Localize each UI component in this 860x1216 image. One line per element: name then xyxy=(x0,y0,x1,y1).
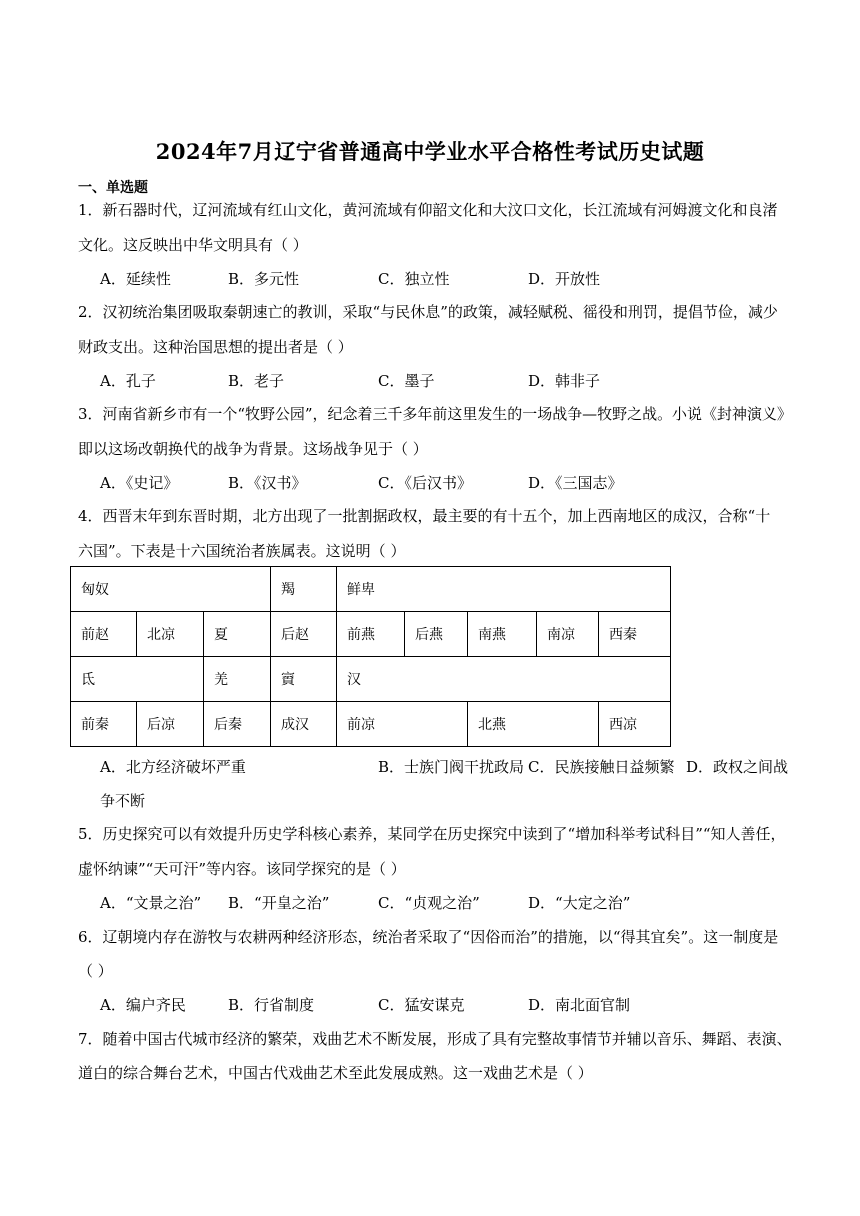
question-3-option-a: A．《史记》 xyxy=(100,474,179,492)
question-5-option-c: C．“贞观之治” xyxy=(378,894,480,912)
question-1-line-1: 1．新石器时代，辽河流域有红山文化，黄河流域有仰韶文化和大汶口文化，长江流域有河姆渡文化和良渚 xyxy=(78,201,778,219)
table-cell: 北凉 xyxy=(137,612,204,657)
question-5-option-a: A．“文景之治” xyxy=(100,894,202,912)
section-heading: 一、单选题 xyxy=(78,180,148,196)
question-1-option-b: B．多元性 xyxy=(228,270,300,288)
table-cell: 前赵 xyxy=(71,612,137,657)
question-2-option-c: C．墨子 xyxy=(378,372,435,390)
question-4-line-1: 4．西晋末年到东晋时期，北方出现了一批割据政权，最主要的有十五个，加上西南地区的成汉，合称“十 xyxy=(78,507,771,525)
table-cell: 成汉 xyxy=(271,702,337,747)
question-2-option-d: D．韩非子 xyxy=(528,372,601,390)
question-4-option-c: C．民族接触日益频繁 xyxy=(528,758,675,776)
question-1-option-d: D．开放性 xyxy=(528,270,601,288)
table-cell: 鲜卑 xyxy=(337,567,671,612)
table-cell: 西凉 xyxy=(599,702,671,747)
table-cell: 前秦 xyxy=(71,702,137,747)
question-5-line-2: 虚怀纳谏”“天可汗”等内容。该同学探究的是（ ） xyxy=(78,860,406,878)
question-4-line-2: 六国”。下表是十六国统治者族属表。这说明（ ） xyxy=(78,542,406,560)
table-row xyxy=(71,612,671,657)
table-cell: 羯 xyxy=(271,567,337,612)
question-3-option-c: C．《后汉书》 xyxy=(378,474,472,492)
question-4-option-d-continued: 争不断 xyxy=(100,792,146,810)
page-title: 2024年7月辽宁省普通高中学业水平合格性考试历史试题 xyxy=(155,139,705,164)
question-2-line-2: 财政支出。这种治国思想的提出者是（ ） xyxy=(78,338,353,356)
question-6-option-c: C．猛安谋克 xyxy=(378,996,465,1014)
question-1-line-2: 文化。这反映出中华文明具有（ ） xyxy=(78,236,308,254)
question-2-line-1: 2．汉初统治集团吸取秦朝速亡的教训，采取“与民休息”的政策，减轻赋税、徭役和刑罚，提倡节俭，减少 xyxy=(78,303,778,321)
table-cell: 匈奴 xyxy=(71,567,271,612)
table-cell: 賨 xyxy=(271,657,337,702)
table-cell: 前燕 xyxy=(337,612,405,657)
question-3-option-d: D．《三国志》 xyxy=(528,474,623,492)
question-3-option-b: B．《汉书》 xyxy=(228,474,307,492)
table-cell: 夏 xyxy=(204,612,271,657)
table-cell: 前凉 xyxy=(337,702,468,747)
ethnic-origin-table xyxy=(70,566,671,747)
question-1-option-a: A．延续性 xyxy=(100,270,171,288)
question-6-line-1: 6．辽朝境内存在游牧与农耕两种经济形态，统治者采取了“因俗而治”的措施，以“得其宜矣”。这一制度是 xyxy=(78,928,779,946)
question-5-option-d: D．“大定之治” xyxy=(528,894,631,912)
table-cell: 西秦 xyxy=(599,612,671,657)
question-7-line-1: 7．随着中国古代城市经济的繁荣，戏曲艺术不断发展，形成了具有完整故事情节并辅以音乐、舞蹈、表演、 xyxy=(78,1030,792,1048)
table-cell: 后燕 xyxy=(405,612,468,657)
table-cell: 氐 xyxy=(71,657,204,702)
table-cell: 南凉 xyxy=(537,612,599,657)
table-cell: 后凉 xyxy=(137,702,204,747)
question-3-line-1: 3．河南省新乡市有一个“牧野公园”，纪念着三千多年前这里发生的一场战争—牧野之战。小说《封神演义》 xyxy=(78,405,792,423)
table-cell: 后赵 xyxy=(271,612,337,657)
table-row xyxy=(71,702,671,747)
question-5-option-b: B．“开皇之治” xyxy=(228,894,330,912)
question-5-line-1: 5．历史探究可以有效提升历史学科核心素养，某同学在历史探究中读到了“增加科举考试科目”“知人善任， xyxy=(78,825,786,843)
question-3-line-2: 即以这场改朝换代的战争为背景。这场战争见于（ ） xyxy=(78,440,428,458)
question-2-option-a: A．孔子 xyxy=(100,372,156,390)
question-7-line-2: 道白的综合舞台艺术，中国古代戏曲艺术至此发展成熟。这一戏曲艺术是（ ） xyxy=(78,1064,593,1082)
table-row xyxy=(71,657,671,702)
table-cell: 后秦 xyxy=(204,702,271,747)
table-cell: 北燕 xyxy=(468,702,599,747)
question-6-option-d: D．南北面官制 xyxy=(528,996,631,1014)
question-4-option-b: B．士族门阀干扰政局 xyxy=(378,758,525,776)
table-cell: 汉 xyxy=(337,657,671,702)
table-cell: 南燕 xyxy=(468,612,537,657)
question-6-option-a: A．编户齐民 xyxy=(100,996,186,1014)
question-6-line-2: （ ） xyxy=(78,962,113,980)
table-cell: 羌 xyxy=(204,657,271,702)
table-row xyxy=(71,567,671,612)
question-2-option-b: B．老子 xyxy=(228,372,285,390)
question-4-option-a: A．北方经济破坏严重 xyxy=(100,758,246,776)
question-1-option-c: C．独立性 xyxy=(378,270,450,288)
question-6-option-b: B．行省制度 xyxy=(228,996,315,1014)
question-4-option-d: D．政权之间战 xyxy=(686,758,789,776)
